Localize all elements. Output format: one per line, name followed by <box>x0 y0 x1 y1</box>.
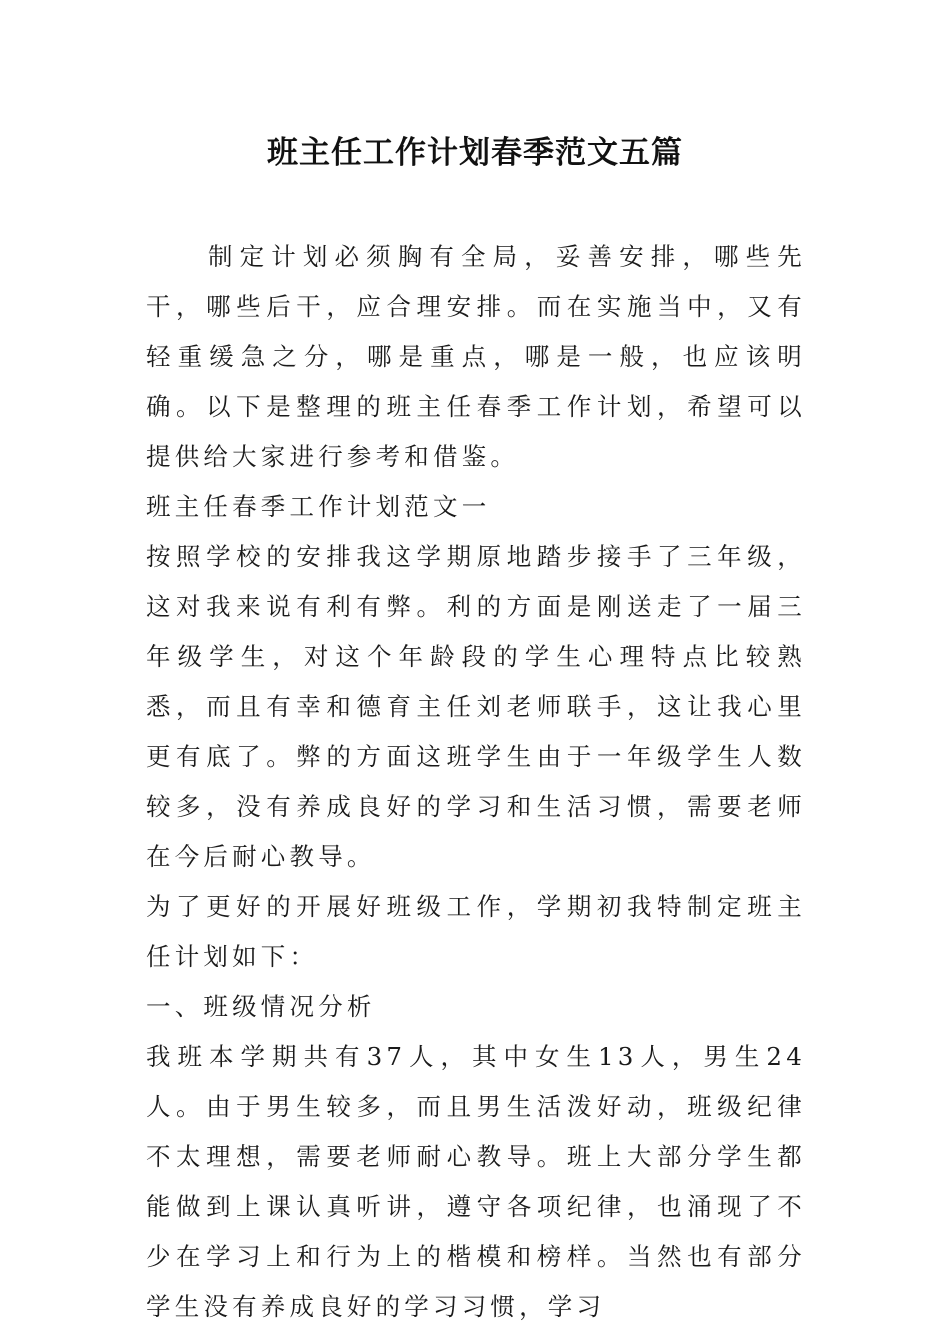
section-heading-class-analysis: 一、班级情况分析 <box>146 992 376 1021</box>
document-body <box>146 232 806 1332</box>
body-paragraph: 我班本学期共有37人，其中女生13人，男生24人。由于男生较多，而且男生活泼好动，班级纪律不太理想，需要老师耐心教导。班上大部分学生都能做到上课认真听讲，遵守各项纪律，也涌现了不少在学习上和行为上的楷模和榜样。当然也有部分学生没有养成良好的学习习惯，学习 <box>146 1042 806 1321</box>
body-paragraph: 按照学校的安排我这学期原地踏步接手了三年级，这对我来说有利有弊。利的方面是刚送走了一届三年级学生，对这个年龄段的学生心理特点比较熟悉，而且有幸和德育主任刘老师联手，这让我心里更有底了。弊的方面这班学生由于一年级学生人数较多，没有养成良好的学习和生活习惯，需要老师在今后耐心教导。 <box>146 542 806 871</box>
document-title: 班主任工作计划春季范文五篇 <box>267 135 683 171</box>
section-heading-sample-one: 班主任春季工作计划范文一 <box>146 492 491 521</box>
body-paragraph: 为了更好的开展好班级工作，学期初我特制定班主任计划如下： <box>146 892 806 971</box>
intro-paragraph: 制定计划必须胸有全局，妥善安排，哪些先干，哪些后干，应合理安排。而在实施当中，又有轻重缓急之分，哪是重点，哪是一般，也应该明确。以下是整理的班主任春季工作计划，希望可以提供给大家进行参考和借鉴。 <box>146 242 806 471</box>
